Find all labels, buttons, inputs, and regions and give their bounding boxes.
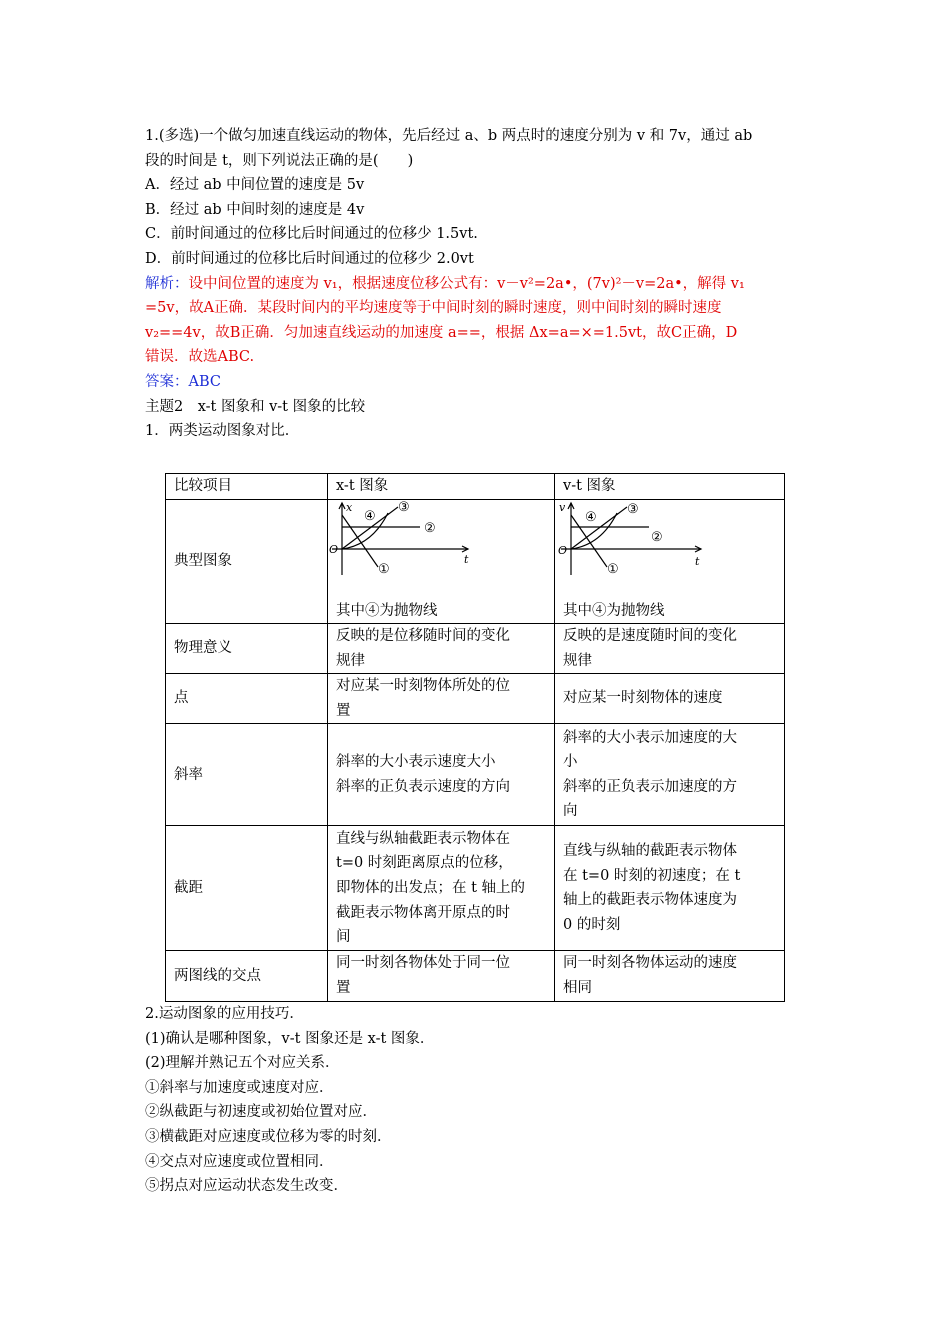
cell-line: 向 (563, 803, 578, 820)
cell-line: 直线与纵轴的截距表示物体 (563, 843, 737, 860)
cell-line: 对应某一时刻物体所处的位 (336, 678, 510, 695)
xt-cell-intercept (328, 826, 555, 951)
analysis-line-1 (145, 272, 825, 297)
xt-mark-4: ④ (364, 508, 376, 524)
vt-cell-slope (555, 724, 785, 826)
cell-line: 反映的是速度随时间的变化 (563, 628, 737, 644)
comparison-table (165, 473, 785, 1002)
row-label-graph: 典型图象 (166, 500, 328, 624)
option-a: A．经过 ab 中间位置的速度是 5v (145, 177, 365, 194)
row-label-intersection: 两图线的交点 (166, 951, 328, 1001)
header-vt: v-t 图象 (555, 474, 785, 500)
row-label-slope: 斜率 (166, 724, 328, 826)
topic2-sub1: 1．两类运动图象对比． (145, 423, 300, 440)
tips-line-1: (1)确认是哪种图象，v-t 图象还是 x-t 图象． (145, 1030, 435, 1047)
cell-line: 斜率的正负表示加速度的方 (563, 778, 737, 795)
vt-mark-3: ③ (627, 501, 639, 517)
cell-line: 规律 (336, 652, 365, 669)
vt-graph-cell (555, 500, 785, 624)
vt-axis-y-label: v (559, 500, 566, 514)
analysis-line-3: v₂==4v，故B正确．匀加速直线运动的加速度 a==，根据 Δx=a=×=1.5vt，故C正确，D (145, 324, 738, 341)
table-row (166, 674, 785, 724)
vt-mark-2: ② (651, 529, 663, 545)
cell-line: 同一时刻各物体处于同一位 (336, 955, 510, 972)
xt-origin-label: O (329, 542, 339, 556)
table-row (166, 826, 785, 951)
vt-cell-intercept (555, 826, 785, 951)
cell-line: 反映的是位移随时间的变化 (336, 628, 510, 644)
row-label-intercept: 截距 (166, 826, 328, 951)
cell-line: 规律 (563, 652, 592, 669)
answer-label: 答案： (145, 373, 189, 390)
option-b: B．经过 ab 中间时刻的速度是 4v (145, 201, 365, 218)
xt-cell-point (328, 674, 555, 724)
cell-line: t=0 时刻距离原点的位移， (336, 855, 513, 872)
cell-line: 即物体的出发点；在 t 轴上的 (336, 880, 526, 897)
xt-cell-meaning (328, 624, 555, 674)
analysis-label: 解析： (145, 275, 189, 292)
tips-line-3: ①斜率与加速度或速度对应． (145, 1079, 334, 1096)
analysis-line-2: =5v，故A正确．某段时间内的平均速度等于中间时刻的瞬时速度，则中间时刻的瞬时速度 (145, 300, 722, 317)
cell-line: 对应某一时刻物体的速度 (563, 690, 723, 707)
cell-line: 截距表示物体离开原点的时 (336, 904, 510, 921)
tips-block (145, 1002, 825, 1199)
tips-line-2: (2)理解并熟记五个对应关系． (145, 1055, 340, 1072)
xt-mark-3: ③ (398, 500, 410, 515)
option-d: D．前时间通过的位移比后时间通过的位移少 2.0vt (145, 250, 474, 267)
xt-axis-y-label: x (346, 500, 353, 514)
analysis-line-4: 错误．故选ABC. (145, 349, 255, 366)
tips-line-7: ⑤拐点对应运动状态发生改变． (145, 1178, 348, 1195)
vt-mark-4: ④ (585, 509, 597, 525)
tips-line-4: ②纵截距与初速度或初始位置对应． (145, 1104, 377, 1121)
question-block (145, 124, 825, 444)
xt-graph (328, 501, 554, 601)
table-row-graph (166, 500, 785, 624)
vt-caption: 其中④为抛物线 (563, 602, 665, 619)
answer-value: ABC (188, 373, 221, 390)
table-header-row (166, 474, 785, 500)
tips-line-5: ③横截距对应速度或位移为零的时刻． (145, 1128, 392, 1145)
cell-line: 相同 (563, 979, 592, 996)
vt-cell-point (555, 674, 785, 724)
cell-line: 间 (336, 929, 351, 946)
row-label-meaning: 物理意义 (166, 624, 328, 674)
xt-axis-x-label: t (464, 552, 469, 566)
xt-mark-1: ① (378, 561, 390, 577)
vt-origin-label: O (558, 543, 568, 557)
tips-title: 2.运动图象的应用技巧． (145, 1006, 304, 1022)
vt-cell-meaning (555, 624, 785, 674)
cell-line: 小 (563, 754, 578, 771)
row-label-point: 点 (166, 674, 328, 724)
cell-line: 轴上的截距表示物体速度为 (563, 892, 737, 909)
cell-line: 0 的时刻 (563, 916, 621, 933)
cell-line: 置 (336, 702, 351, 719)
xt-caption: 其中④为抛物线 (336, 602, 438, 619)
header-item: 比较项目 (166, 474, 328, 500)
cell-line: 同一时刻各物体运动的速度 (563, 955, 737, 972)
xt-cell-slope (328, 724, 555, 826)
cell-line: 斜率的正负表示速度的方向 (336, 778, 510, 795)
table-row (166, 951, 785, 1001)
question-stem-line-2: 段的时间是 t，则下列说法正确的是( ) (145, 152, 414, 169)
vt-axis-x-label: t (695, 554, 700, 568)
analysis-text-1: 设中间位置的速度为 v₁，根据速度位移公式有：v－v²=2a•，(7v)²－v=2a•，解得 v₁ (188, 275, 745, 292)
xt-cell-intersection (328, 951, 555, 1001)
answer-line (145, 370, 825, 395)
cell-line: 斜率的大小表示加速度的大 (563, 729, 737, 746)
question-stem-line-1: 1.(多选)一个做匀加速直线运动的物体，先后经过 a、b 两点时的速度分别为 v 和 7v，通过 ab (145, 128, 753, 144)
xt-mark-2: ② (424, 520, 436, 536)
tips-line-6: ④交点对应速度或位置相同． (145, 1153, 334, 1170)
vt-mark-1: ① (607, 561, 619, 577)
topic2-title: 主题2 x-t 图象和 v-t 图象的比较 (145, 398, 366, 415)
table-row (166, 724, 785, 826)
cell-line: 直线与纵轴截距表示物体在 (336, 830, 510, 847)
cell-line: 置 (336, 979, 351, 996)
table-row (166, 624, 785, 674)
option-c: C．前时间通过的位移比后时间通过的位移少 1.5vt. (145, 226, 478, 243)
vt-cell-intersection (555, 951, 785, 1001)
header-xt: x-t 图象 (328, 474, 555, 500)
cell-line: 在 t=0 时刻的初速度；在 t (563, 867, 741, 884)
xt-graph-cell (328, 500, 555, 624)
vt-graph (555, 501, 784, 601)
cell-line: 斜率的大小表示速度大小 (336, 754, 496, 771)
